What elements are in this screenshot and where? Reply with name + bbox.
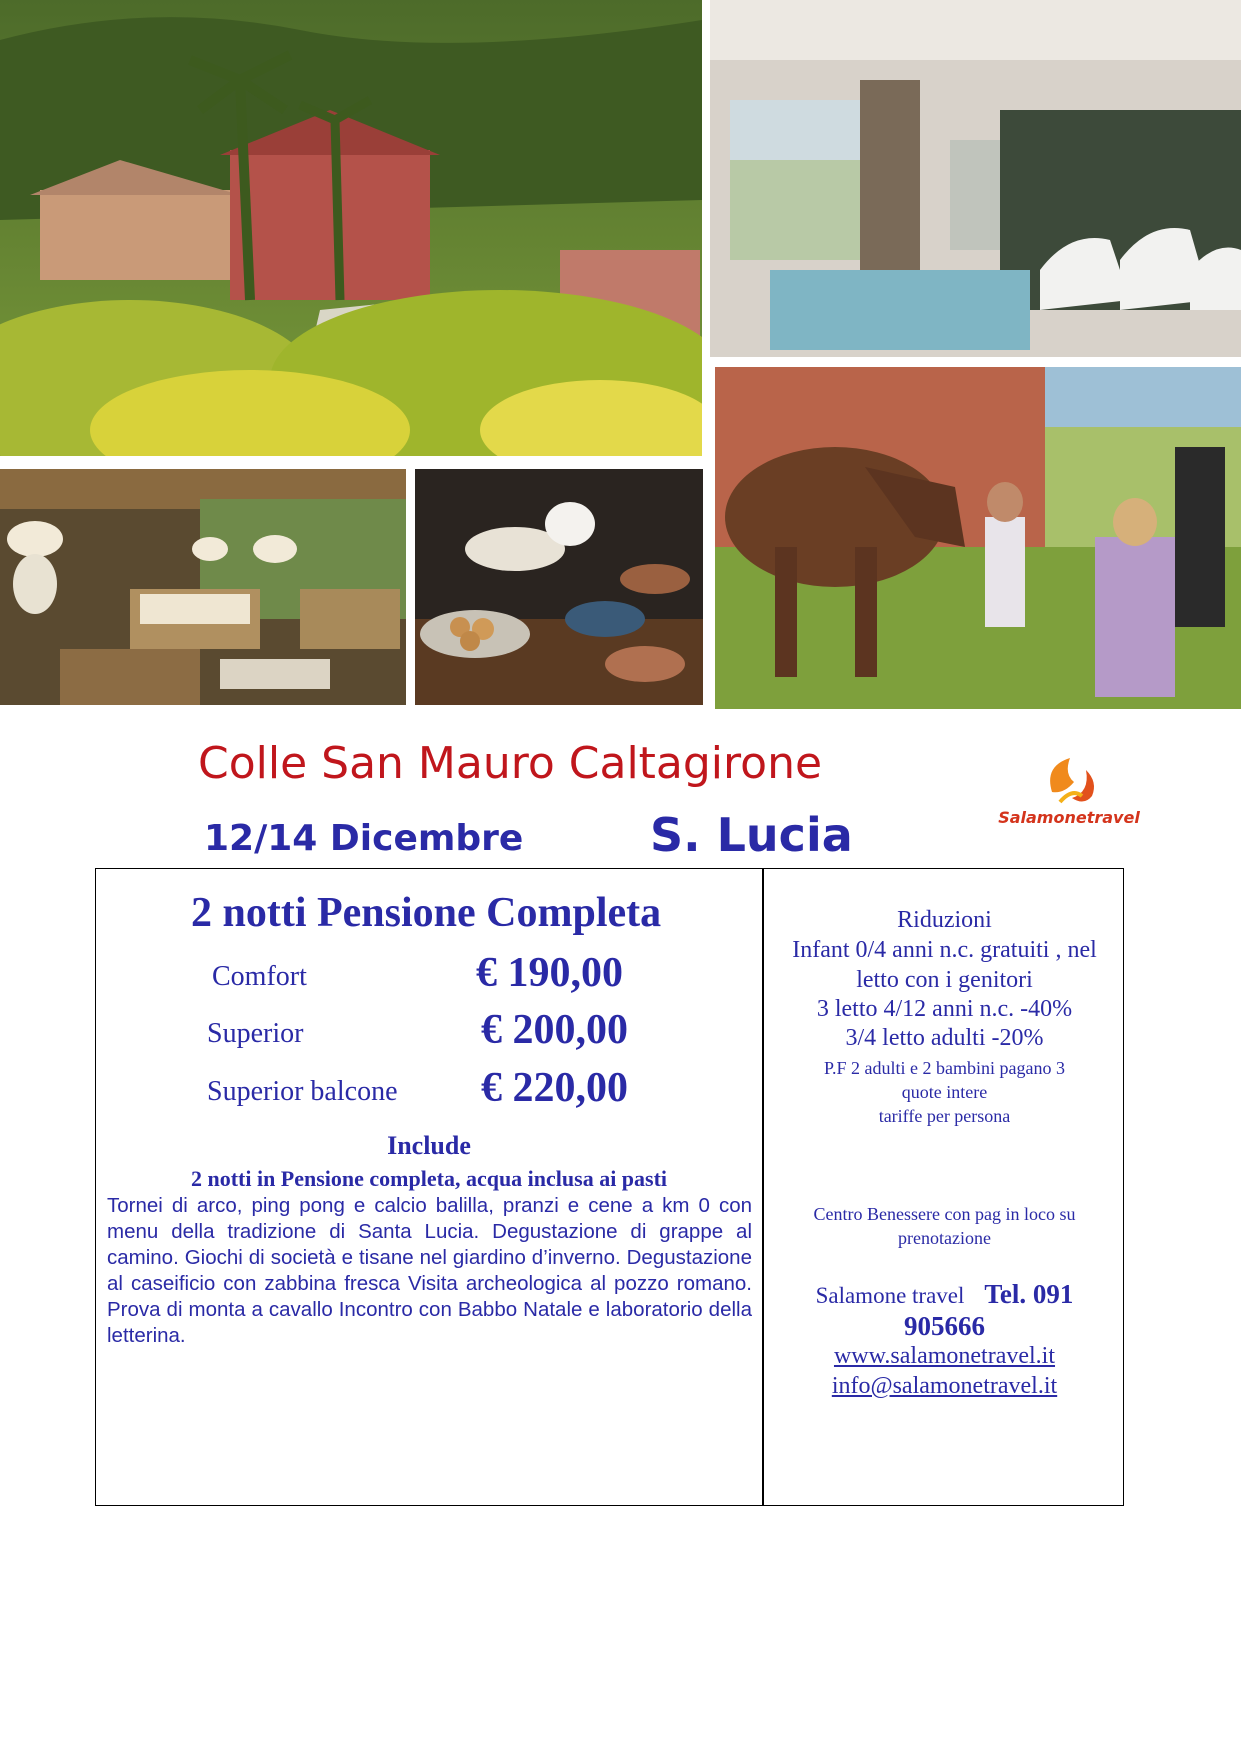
reduction-family-cont: quote intere <box>901 1082 988 1102</box>
phone-number: 905666 <box>904 1311 985 1341</box>
room-price-superior-balcone: € 220,00 <box>481 1065 628 1111</box>
include-heading: Include <box>387 1131 471 1160</box>
event-name: S. Lucia <box>650 808 853 862</box>
include-subheading: 2 notti in Pensione completa, acqua inclusa ai pasti <box>190 1166 668 1191</box>
hotel-title: Colle San Mauro Caltagirone <box>198 738 823 789</box>
spa-pool-photo <box>710 0 1241 357</box>
reduction-infant-cont: letto con i genitori <box>856 967 1033 993</box>
room-type-superior-balcone: Superior balcone <box>207 1076 398 1107</box>
email-link[interactable]: info@salamonetravel.it <box>831 1373 1058 1399</box>
agency-logo <box>994 752 1144 832</box>
room-price-comfort: € 190,00 <box>476 950 623 996</box>
spa-note-cont: prenotazione <box>898 1228 991 1248</box>
offer-box <box>95 868 1124 1506</box>
room-type-superior: Superior <box>207 1018 304 1049</box>
include-description: Tornei di arco, ping pong e calcio balilla, pranzi e cene a km 0 con menu della tradizione di Santa Lucia. Degustazione di grappe al camino. Giochi di società e tisane nel giardino d’inverno. Degustazione al caseificio con zabbina fresca Visita archeologica al pozzo romano. Prova di monta a cavallo Incontro con Babbo Natale e laboratorio della letterina. <box>107 1194 752 1347</box>
reduction-adults: 3/4 letto adulti -20% <box>845 1025 1044 1051</box>
reductions-heading: Riduzioni <box>897 907 992 933</box>
reduction-infant: Infant 0/4 anni n.c. gratuiti , nel <box>792 937 1097 963</box>
spa-note: Centro Benessere con pag in loco su <box>813 1204 1076 1224</box>
logo-swirl-icon <box>994 752 1144 808</box>
horse-children-photo <box>715 367 1241 709</box>
website-link[interactable]: www.salamonetravel.it <box>833 1343 1056 1369</box>
reduction-family: P.F 2 adulti e 2 bambini pagano 3 <box>824 1058 1065 1078</box>
package-title: 2 notti Pensione Completa <box>191 890 662 936</box>
logo-brand-text: Salamonetravel <box>998 808 1140 827</box>
phone-label: Tel. 091 <box>984 1279 1074 1309</box>
event-dates: 12/14 Dicembre <box>204 818 524 859</box>
room-type-comfort: Comfort <box>212 961 307 992</box>
lounge-interior-photo <box>0 469 406 705</box>
reduction-third-bed-child: 3 letto 4/12 anni n.c. -40% <box>816 996 1073 1022</box>
rates-per-person: tariffe per persona <box>878 1106 1011 1126</box>
agency-name: Salamone travel <box>815 1283 965 1308</box>
box-divider <box>762 869 764 1505</box>
buffet-food-photo <box>415 469 703 705</box>
villa-landscape-photo <box>0 0 702 456</box>
room-price-superior: € 200,00 <box>481 1007 628 1053</box>
